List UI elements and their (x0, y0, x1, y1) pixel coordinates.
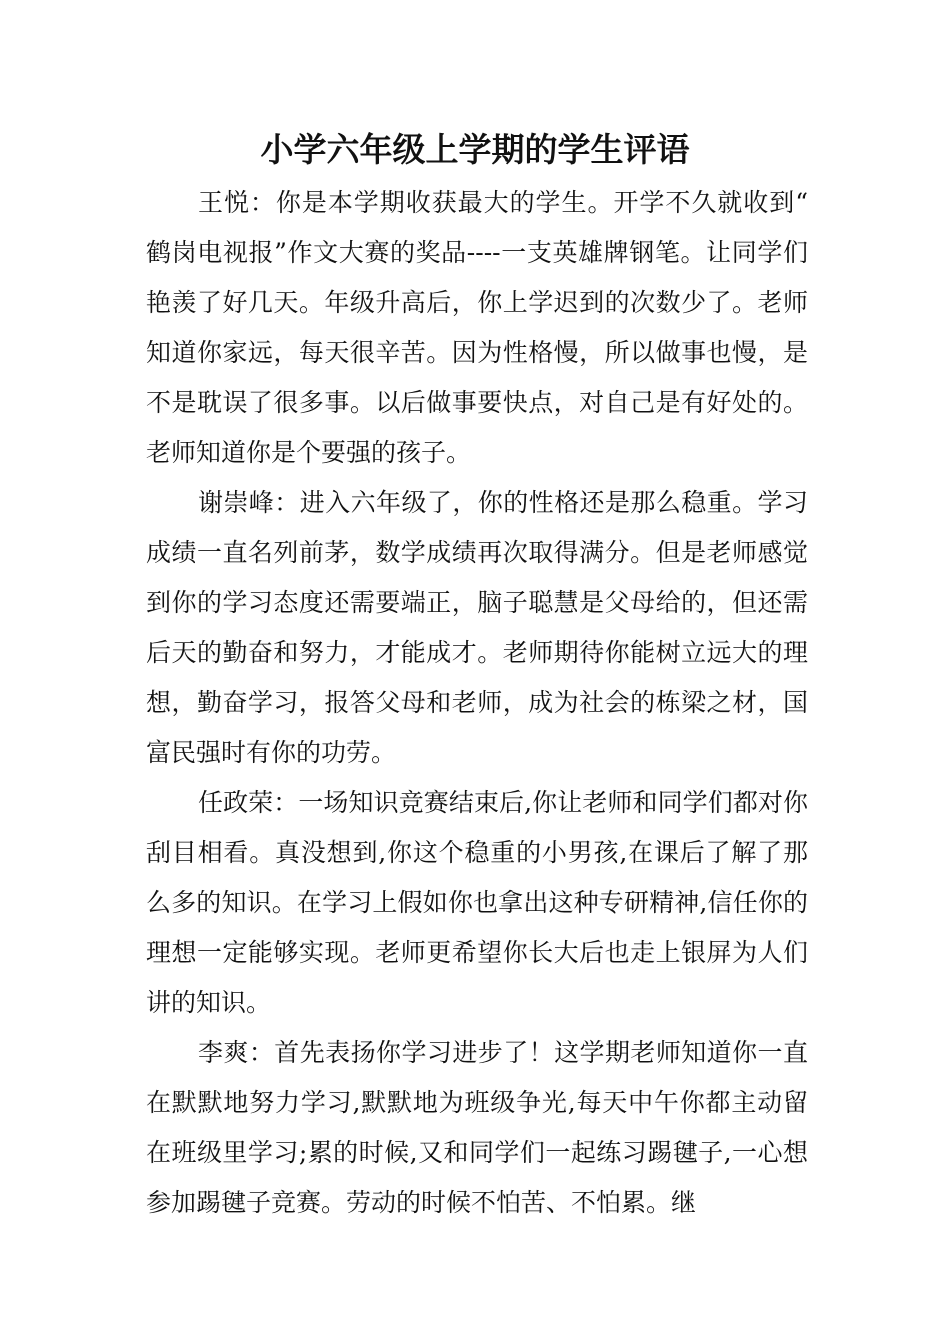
comment-paragraph-li-shuang: 李爽：首先表扬你学习进步了！这学期老师知道你一直在默默地努力学习,默默地为班级争光,每天中午你都主动留在班级里学习;累的时候,又和同学们一起练习踢毽子,一心想参加踢毽子竞赛。劳动的时候不怕苦、不怕累。继 (146, 1038, 808, 1217)
document-body (146, 178, 808, 1228)
document-title: 小学六年级上学期的学生评语 (260, 130, 690, 169)
comment-paragraph-wang-yue: 王悦：你是本学期收获最大的学生。开学不久就收到“鹤岗电视报”作文大赛的奖品----一支英雄牌钢笔。让同学们艳羡了好几天。年级升高后，你上学迟到的次数少了。老师知道你家远，每天很辛苦。因为性格慢，所以做事也慢，是不是耽误了很多事。以后做事要快点，对自己是有好处的。老师知道你是个要强的孩子。 (146, 188, 808, 467)
comment-paragraph-ren-zhengrong: 任政荣：一场知识竞赛结束后,你让老师和同学们都对你刮目相看。真没想到,你这个稳重的小男孩,在课后了解了那么多的知识。在学习上假如你也拿出这种专研精神,信任你的理想一定能够实现。老师更希望你长大后也走上银屏为人们讲的知识。 (146, 788, 808, 1017)
comment-paragraph-xie-chongfeng: 谢崇峰：进入六年级了，你的性格还是那么稳重。学习成绩一直名列前茅，数学成绩再次取得满分。但是老师感觉到你的学习态度还需要端正，脑子聪慧是父母给的，但还需后天的勤奋和努力，才能成才。老师期待你能树立远大的理想，勤奋学习，报答父母和老师，成为社会的栋梁之材，国富民强时有你的功劳。 (146, 488, 808, 767)
